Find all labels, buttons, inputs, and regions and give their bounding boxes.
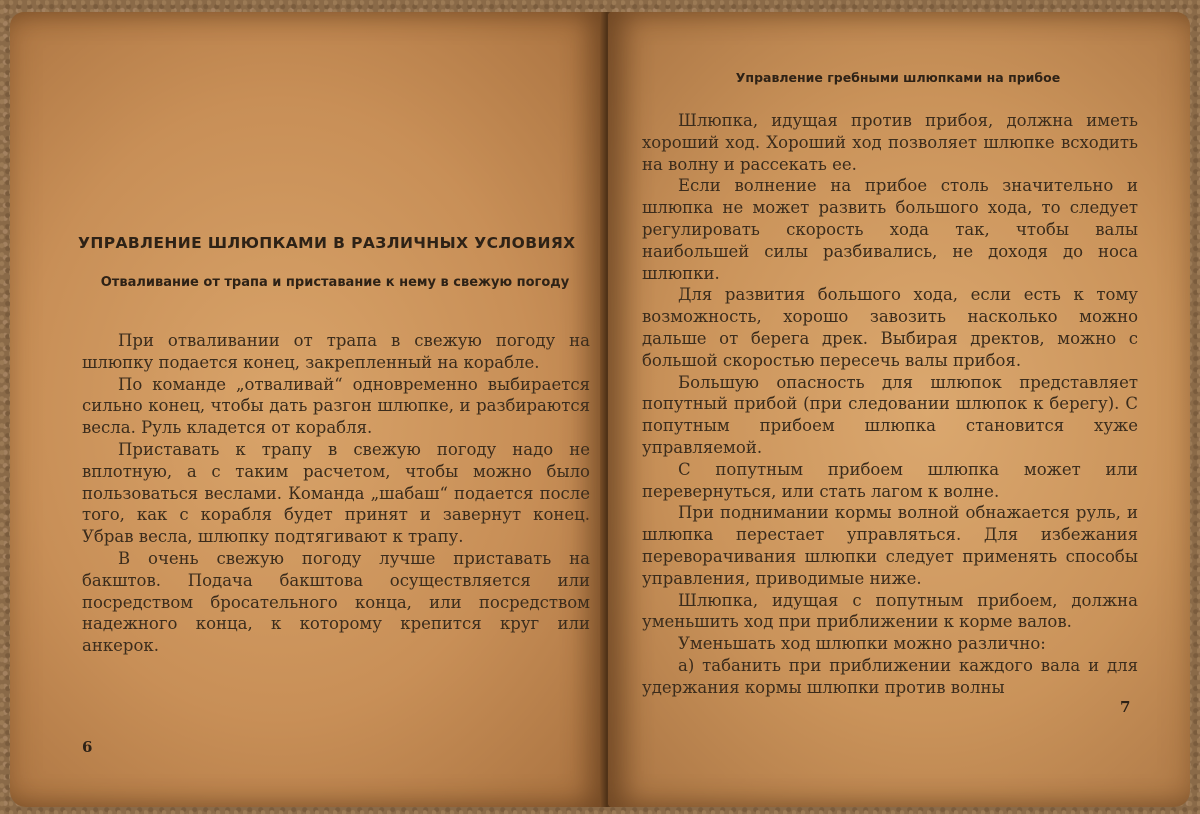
paragraph: Шлюпка, идущая с попутным прибоем, должна уменьшить ход при приближении к корме валов. [642,590,1138,632]
paragraph: Если волнение на прибое столь значительно и шлюпка не может развить большого хода, то следует регулировать скорость хода так, чтобы валы наибольшей силы разбивались, не доходя до носа шлюпки. [642,176,1138,283]
paragraph: Уменьшать ход шлюпки можно различно: [678,634,1046,654]
page-number-left: 6 [82,738,93,756]
paragraph: В очень свежую погоду лучше приставать на бакштов. Подача бакштова осуществляется или посредством бросательного конца, или посредством надежного конца, к которому крепится круг или анкерок. [82,548,590,656]
paragraph: Для развития большого хода, если есть к тому возможность, хорошо завозить насколько можно дальше от берега дрек. Выбирая дректов, можно с большой скоростью пересечь валы прибоя. [642,285,1138,370]
paragraph: Большую опасность для шлюпок представляет попутный прибой (при следовании шлюпок к берегу). С попутным прибоем шлюпка становится хуже управляемой. [642,372,1138,457]
right-page-body [642,110,1138,699]
page-number-right: 7 [1120,698,1131,716]
paragraph: При отваливании от трапа в свежую погоду на шлюпку подается конец, закрепленный на корабле. [82,331,590,372]
open-book [10,12,1190,807]
section-title: УПРАВЛЕНИЕ ШЛЮПКАМИ В РАЗЛИЧНЫХ УСЛОВИЯХ [78,234,576,252]
running-head: Управление гребными шлюпками на прибое [735,70,1061,85]
subsection-title: Отваливание от трапа и приставание к нему в свежую погоду [100,275,570,290]
left-page [10,12,606,807]
right-page [608,12,1190,807]
paragraph: По команде „отваливай“ одновременно выбирается сильно конец, чтобы дать разгон шлюпке, и разбираются весла. Руль кладется от корабля. [82,374,590,438]
paragraph: С попутным прибоем шлюпка может или перевернуться, или стать лагом к волне. [642,459,1138,501]
paragraph: При поднимании кормы волной обнажается руль, и шлюпка перестает управляться. Для избежания переворачивания шлюпки следует применять способы управления, приводимые ниже. [642,503,1138,588]
paragraph: а) табанить при приближении каждого вала и для удержания кормы шлюпки против волны [642,655,1138,697]
left-page-body [82,330,590,657]
paragraph: Приставать к трапу в свежую погоду надо не вплотную, а с таким расчетом, чтобы можно было пользоваться веслами. Команда „шабаш“ подается после того, как с корабля будет принят и завернут конец. Убрав весла, шлюпку подтягивают к трапу. [82,439,590,547]
paragraph: Шлюпка, идущая против прибоя, должна иметь хороший ход. Хороший ход позволяет шлюпке всходить на волну и рассекать ее. [642,111,1138,174]
